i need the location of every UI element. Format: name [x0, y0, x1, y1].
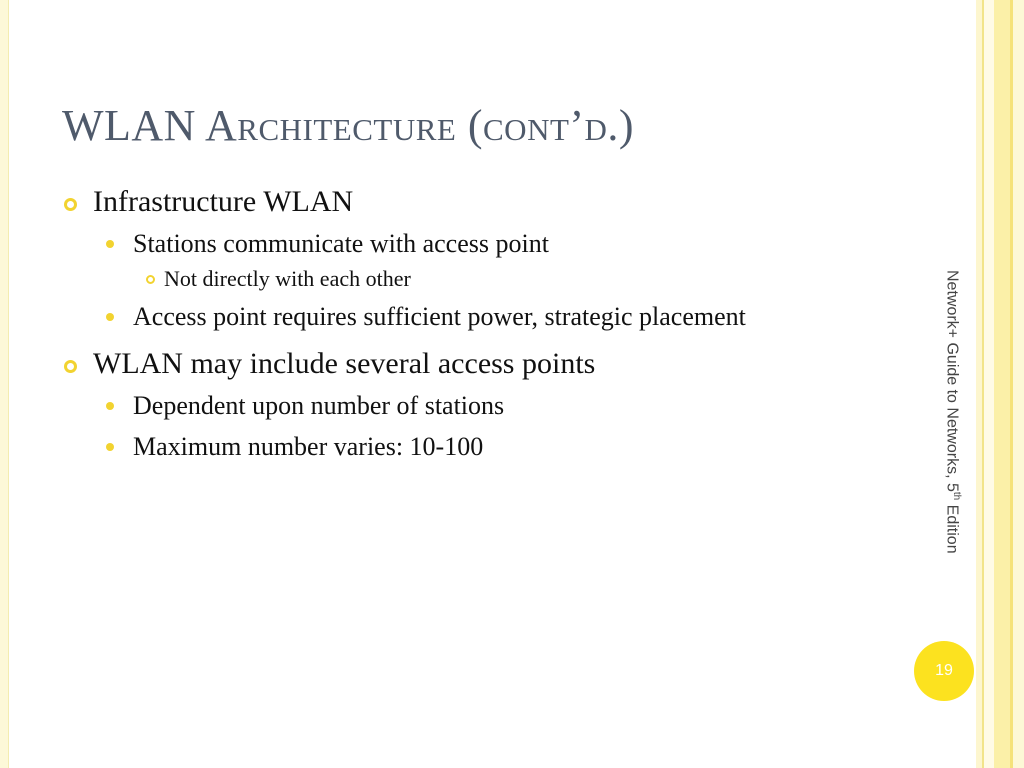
bullet-text: WLAN may include several access points	[93, 347, 596, 380]
dot-bullet-icon	[106, 313, 114, 321]
footer-book-title: Network+ Guide to Networks, 5	[943, 270, 961, 492]
bullet-text: Dependent upon number of stations	[133, 391, 505, 420]
bullet-item-level1	[62, 346, 922, 382]
bullet-item-level2	[62, 299, 922, 334]
left-border-decoration	[0, 0, 9, 768]
bullet-text: Infrastructure WLAN	[93, 185, 354, 218]
slide-title: WLAN Architecture (cont’d.)	[62, 101, 635, 150]
bullet-item-level2	[62, 226, 922, 261]
right-stripe-decoration	[994, 0, 1010, 768]
bullet-item-level2	[62, 429, 922, 464]
bullet-text: Maximum number varies: 10-100	[133, 432, 484, 461]
bullet-item-level2	[62, 388, 922, 423]
page-number-badge	[914, 641, 974, 701]
dot-bullet-icon	[106, 443, 114, 451]
dot-bullet-icon	[106, 240, 114, 248]
ring-bullet-icon	[64, 198, 77, 211]
bullet-item-level1	[62, 184, 922, 220]
bullet-list	[62, 184, 922, 464]
bullet-text: Stations communicate with access point	[133, 229, 549, 258]
dot-bullet-icon	[106, 402, 114, 410]
footer-side-text	[943, 270, 962, 554]
right-stripe-decoration	[984, 0, 994, 768]
bullet-item-level3	[62, 265, 922, 293]
right-stripe-decoration	[1013, 0, 1024, 768]
ring-bullet-icon	[146, 275, 155, 284]
bullet-text: Not directly with each other	[164, 266, 411, 291]
ring-bullet-icon	[64, 360, 77, 373]
bullet-text: Access point requires sufficient power, strategic placement	[133, 302, 746, 331]
footer-superscript: th	[951, 491, 962, 501]
footer-edition: Edition	[943, 500, 961, 554]
page-number: 19	[935, 662, 953, 679]
